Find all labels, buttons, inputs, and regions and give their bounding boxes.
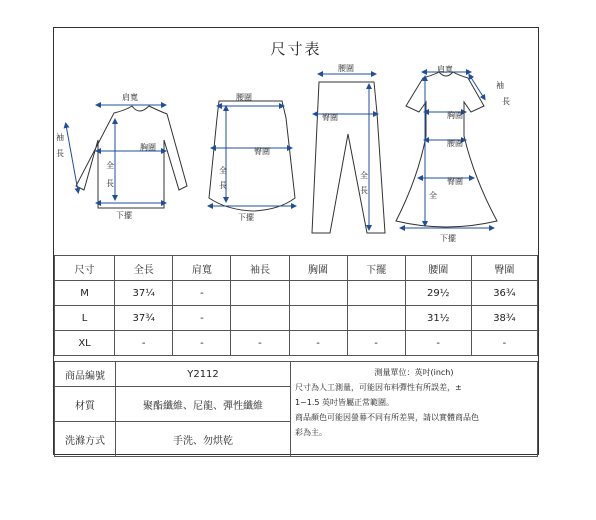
note-line-2: 1~1.5 英吋皆屬正常範圍。 <box>295 398 395 407</box>
dress-length-label: 全 <box>429 191 437 200</box>
table-row <box>55 281 538 306</box>
header-sleeve: 袖長 <box>231 256 289 281</box>
value-cell: 31½ <box>405 306 471 331</box>
wash-label: 洗滌方式 <box>55 422 116 457</box>
pants-length-label-2: 長 <box>360 186 368 195</box>
product-info-table <box>54 361 538 457</box>
header-size: 尺寸 <box>55 256 115 281</box>
value-cell: - <box>231 331 289 356</box>
value-cell <box>347 306 405 331</box>
dress-sleeve-label-1: 袖 <box>496 81 504 90</box>
dress-hip-label: 臀圍 <box>447 177 463 186</box>
note-title: 測量單位：英吋(inch) <box>374 368 454 377</box>
value-cell: 37¼ <box>115 281 173 306</box>
value-cell: 38¾ <box>471 306 537 331</box>
pants-waist-label: 腰圍 <box>338 64 354 73</box>
note-line-1: 尺寸為人工測量，可能因布料彈性有所誤差，± <box>295 383 462 392</box>
size-table <box>54 255 538 356</box>
value-cell <box>289 306 347 331</box>
shirt-length-label-2: 長 <box>106 179 114 188</box>
shirt-chest-label: 胸圍 <box>140 143 156 152</box>
pants-outline <box>312 82 385 233</box>
table-row <box>55 306 538 331</box>
value-cell: - <box>471 331 537 356</box>
material-label: 材質 <box>55 387 116 422</box>
code-value: Y2112 <box>116 362 291 387</box>
value-cell: - <box>347 331 405 356</box>
shirt-length-label-1: 全 <box>106 161 114 170</box>
pants-length-label-1: 全 <box>360 171 368 180</box>
skirt-outline <box>209 101 295 211</box>
size-cell: L <box>55 306 115 331</box>
chart-title: 尺寸表 <box>270 40 322 58</box>
skirt-hem-label: 下擺 <box>238 213 254 222</box>
shirt-outline <box>76 106 187 208</box>
value-cell <box>347 281 405 306</box>
note-line-3: 商品顏色可能因螢幕不同有所差異，請以實體商品色 <box>295 413 479 422</box>
header-length: 全長 <box>115 256 173 281</box>
value-cell: 29½ <box>405 281 471 306</box>
value-cell: 37¾ <box>115 306 173 331</box>
skirt-length-label-2: 長 <box>219 181 227 190</box>
value-cell: - <box>405 331 471 356</box>
skirt-length-label-1: 全 <box>219 166 227 175</box>
shirt-sleeve-label-1: 袖 <box>56 133 64 142</box>
size-chart-frame <box>53 27 539 455</box>
header-chest: 胸圍 <box>289 256 347 281</box>
code-label: 商品編號 <box>55 362 116 387</box>
value-cell <box>231 306 289 331</box>
skirt-waist-label: 腰圍 <box>236 93 252 102</box>
header-hip: 臀圍 <box>471 256 537 281</box>
measurement-note <box>291 362 538 457</box>
dress-waist-label: 腰圍 <box>447 139 463 148</box>
dress-hem-label: 下擺 <box>440 234 456 243</box>
pants-hip-label: 臀圍 <box>322 113 338 122</box>
material-value: 聚酯纖維、尼龍、彈性纖維 <box>116 387 291 422</box>
value-cell <box>289 281 347 306</box>
shirt-sleeve-label-2: 長 <box>56 149 64 158</box>
shirt-hem-label: 下擺 <box>116 211 132 220</box>
skirt-hip-label: 臀圍 <box>254 147 270 156</box>
shirt-shoulder-label: 肩寬 <box>122 93 138 102</box>
dress-shoulder-label: 肩寬 <box>437 65 453 74</box>
value-cell: 36¾ <box>471 281 537 306</box>
header-hem: 下擺 <box>347 256 405 281</box>
header-waist: 腰圍 <box>405 256 471 281</box>
size-cell: XL <box>55 331 115 356</box>
garment-diagrams <box>54 28 538 254</box>
value-cell: - <box>289 331 347 356</box>
value-cell: - <box>173 306 231 331</box>
size-cell: M <box>55 281 115 306</box>
wash-value: 手洗、勿烘乾 <box>116 422 291 457</box>
value-cell: - <box>115 331 173 356</box>
note-line-4: 彩為主。 <box>295 428 327 437</box>
dress-chest-label: 胸圍 <box>447 111 463 120</box>
size-table-header <box>55 256 538 281</box>
table-row <box>55 331 538 356</box>
header-shoulder: 肩寬 <box>173 256 231 281</box>
value-cell <box>231 281 289 306</box>
value-cell: - <box>173 281 231 306</box>
value-cell: - <box>173 331 231 356</box>
dress-sleeve-label-2: 長 <box>502 97 510 106</box>
